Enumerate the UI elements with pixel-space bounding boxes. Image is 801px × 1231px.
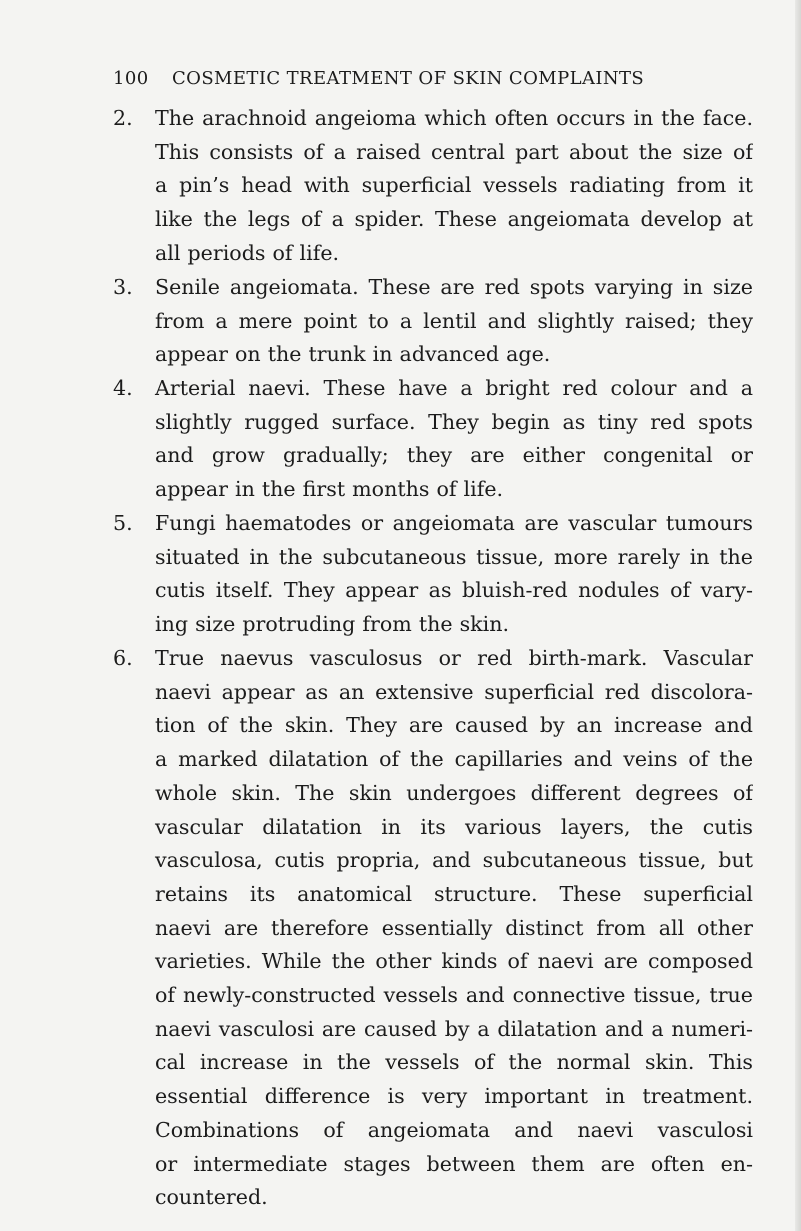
text-line: vascular dilatation in its various layers, the cutis <box>155 814 753 839</box>
text-line: ing size protruding from the skin. <box>155 612 510 637</box>
text-line: countered. <box>155 1185 268 1210</box>
text-line: essential difference is very important in treatment. <box>155 1084 753 1109</box>
text-line: appear on the trunk in advanced age. <box>155 342 551 367</box>
running-title: COSMETIC TREATMENT OF SKIN COMPLAINTS <box>172 68 645 89</box>
text-line: cal increase in the vessels of the normal skin. This <box>155 1050 753 1075</box>
text-line: a pin’s head with superficial vessels radiating from it <box>155 173 753 198</box>
item-number: 4. <box>113 376 133 400</box>
item-number: 3. <box>113 275 133 299</box>
list-item <box>113 102 753 271</box>
text-line: Combinations of angeiomata and naevi vasculosi <box>155 1117 753 1142</box>
text-line: vasculosa, cutis propria, and subcutaneous tissue, but <box>155 848 753 873</box>
item-number: 6. <box>113 646 133 670</box>
text-line: naevi are therefore essentially distinct from all other <box>155 915 753 940</box>
text-line: varieties. While the other kinds of naevi are composed <box>155 949 753 974</box>
text-line: True naevus vasculosus or red birth-mark. Vascular <box>155 646 753 670</box>
text-line: or intermediate stages between them are often en- <box>155 1151 753 1176</box>
text-line: all periods of life. <box>155 240 340 265</box>
list-item <box>113 642 753 1215</box>
text-line: and grow gradually; they are either congenital or <box>155 443 753 468</box>
list-item <box>113 507 753 642</box>
text-line: tion of the skin. They are caused by an increase and <box>155 713 753 738</box>
page-edge-shadow <box>795 0 801 1231</box>
text-line: Arterial naevi. These have a bright red colour and a <box>155 376 753 400</box>
text-line: appear in the first months of life. <box>155 477 504 502</box>
text-line: situated in the subcutaneous tissue, more rarely in the <box>155 544 753 569</box>
item-number: 2. <box>113 106 133 130</box>
text-line: naevi appear as an extensive superficial red discolora- <box>155 679 753 704</box>
page-number: 100 <box>113 68 149 89</box>
text-line: slightly rugged surface. They begin as tiny red spots <box>155 409 753 434</box>
list-item <box>113 372 753 507</box>
text-line: naevi vasculosi are caused by a dilatation and a numeri- <box>155 1016 753 1041</box>
text-line: Senile angeiomata. These are red spots varying in size <box>155 275 753 299</box>
text-line: retains its anatomical structure. These superficial <box>155 881 753 906</box>
text-line: of newly-constructed vessels and connective tissue, true <box>155 983 753 1008</box>
list-item <box>113 271 753 372</box>
item-number: 5. <box>113 511 133 535</box>
text-line: The arachnoid angeioma which often occurs in the face. <box>155 106 753 130</box>
text-line: Fungi haematodes or angeiomata are vascular tumours <box>155 511 753 535</box>
text-line: cutis itself. They appear as bluish-red nodules of vary- <box>155 578 753 603</box>
text-line: whole skin. The skin undergoes different degrees of <box>155 780 753 805</box>
text-line: a marked dilatation of the capillaries and veins of the <box>155 747 753 772</box>
text-line: from a mere point to a lentil and slightly raised; they <box>155 308 753 333</box>
text-line: This consists of a raised central part about the size of <box>155 139 753 164</box>
running-header <box>113 68 733 92</box>
text-line: like the legs of a spider. These angeiomata develop at <box>155 207 753 232</box>
